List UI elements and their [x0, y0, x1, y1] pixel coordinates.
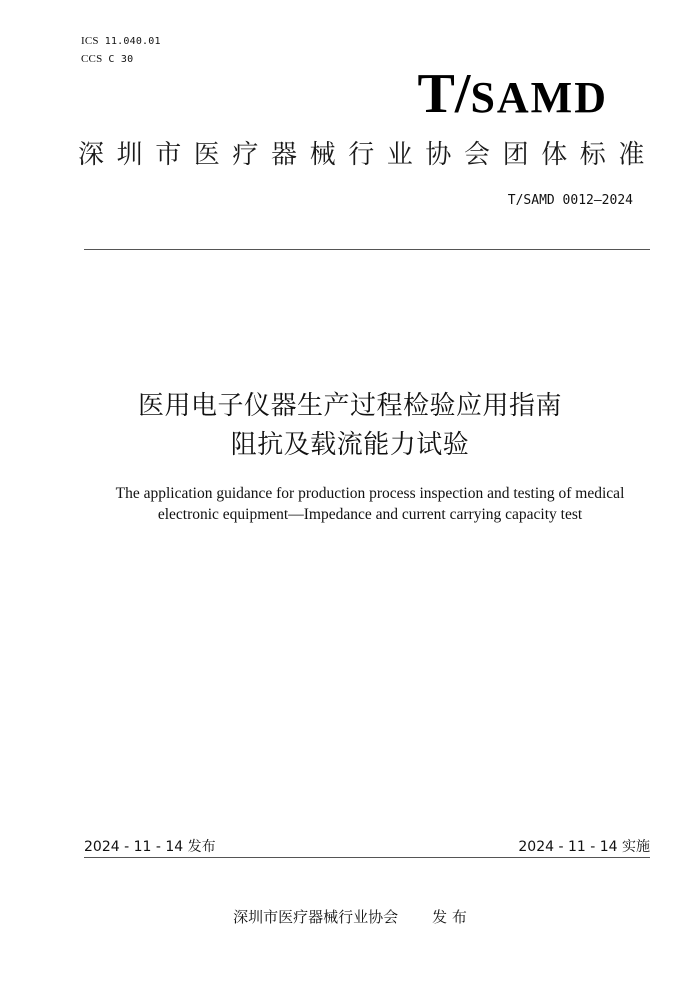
- english-title: [60, 483, 680, 525]
- logo-samd: SAMD: [470, 73, 608, 122]
- publisher-line: [0, 906, 700, 927]
- association-title: 深圳市医疗器械行业协会团体标准: [78, 140, 658, 170]
- english-title-line-1: The application guidance for production process inspection and testing of medical: [115, 485, 625, 502]
- bottom-divider: [84, 857, 650, 858]
- tsamd-logo: [417, 63, 608, 125]
- ccs-value: C 30: [108, 54, 134, 65]
- ics-label: ICS: [81, 35, 99, 47]
- publisher-name: 深圳市医疗器械行业协会: [233, 908, 399, 926]
- publisher-action: 发 布: [432, 908, 467, 926]
- standard-number: T/SAMD 0012—2024: [507, 193, 633, 208]
- logo-t: T: [417, 63, 455, 125]
- title-line-1: 医用电子仪器生产过程检验应用指南: [137, 391, 562, 421]
- top-divider: [84, 249, 650, 250]
- release-date: 2024 - 11 - 14 发布: [84, 839, 216, 855]
- english-title-line-2: electronic equipment—Impedance and current carrying capacity test: [157, 506, 583, 523]
- title-line-2: 阻抗及载流能力试验: [230, 430, 470, 460]
- ccs-label: CCS: [81, 53, 103, 65]
- logo-slash: /: [454, 63, 471, 125]
- ics-code: [81, 35, 161, 47]
- ics-value: 11.040.01: [104, 36, 161, 47]
- ccs-code: [81, 53, 133, 65]
- implementation-date: 2024 - 11 - 14 实施: [518, 839, 650, 855]
